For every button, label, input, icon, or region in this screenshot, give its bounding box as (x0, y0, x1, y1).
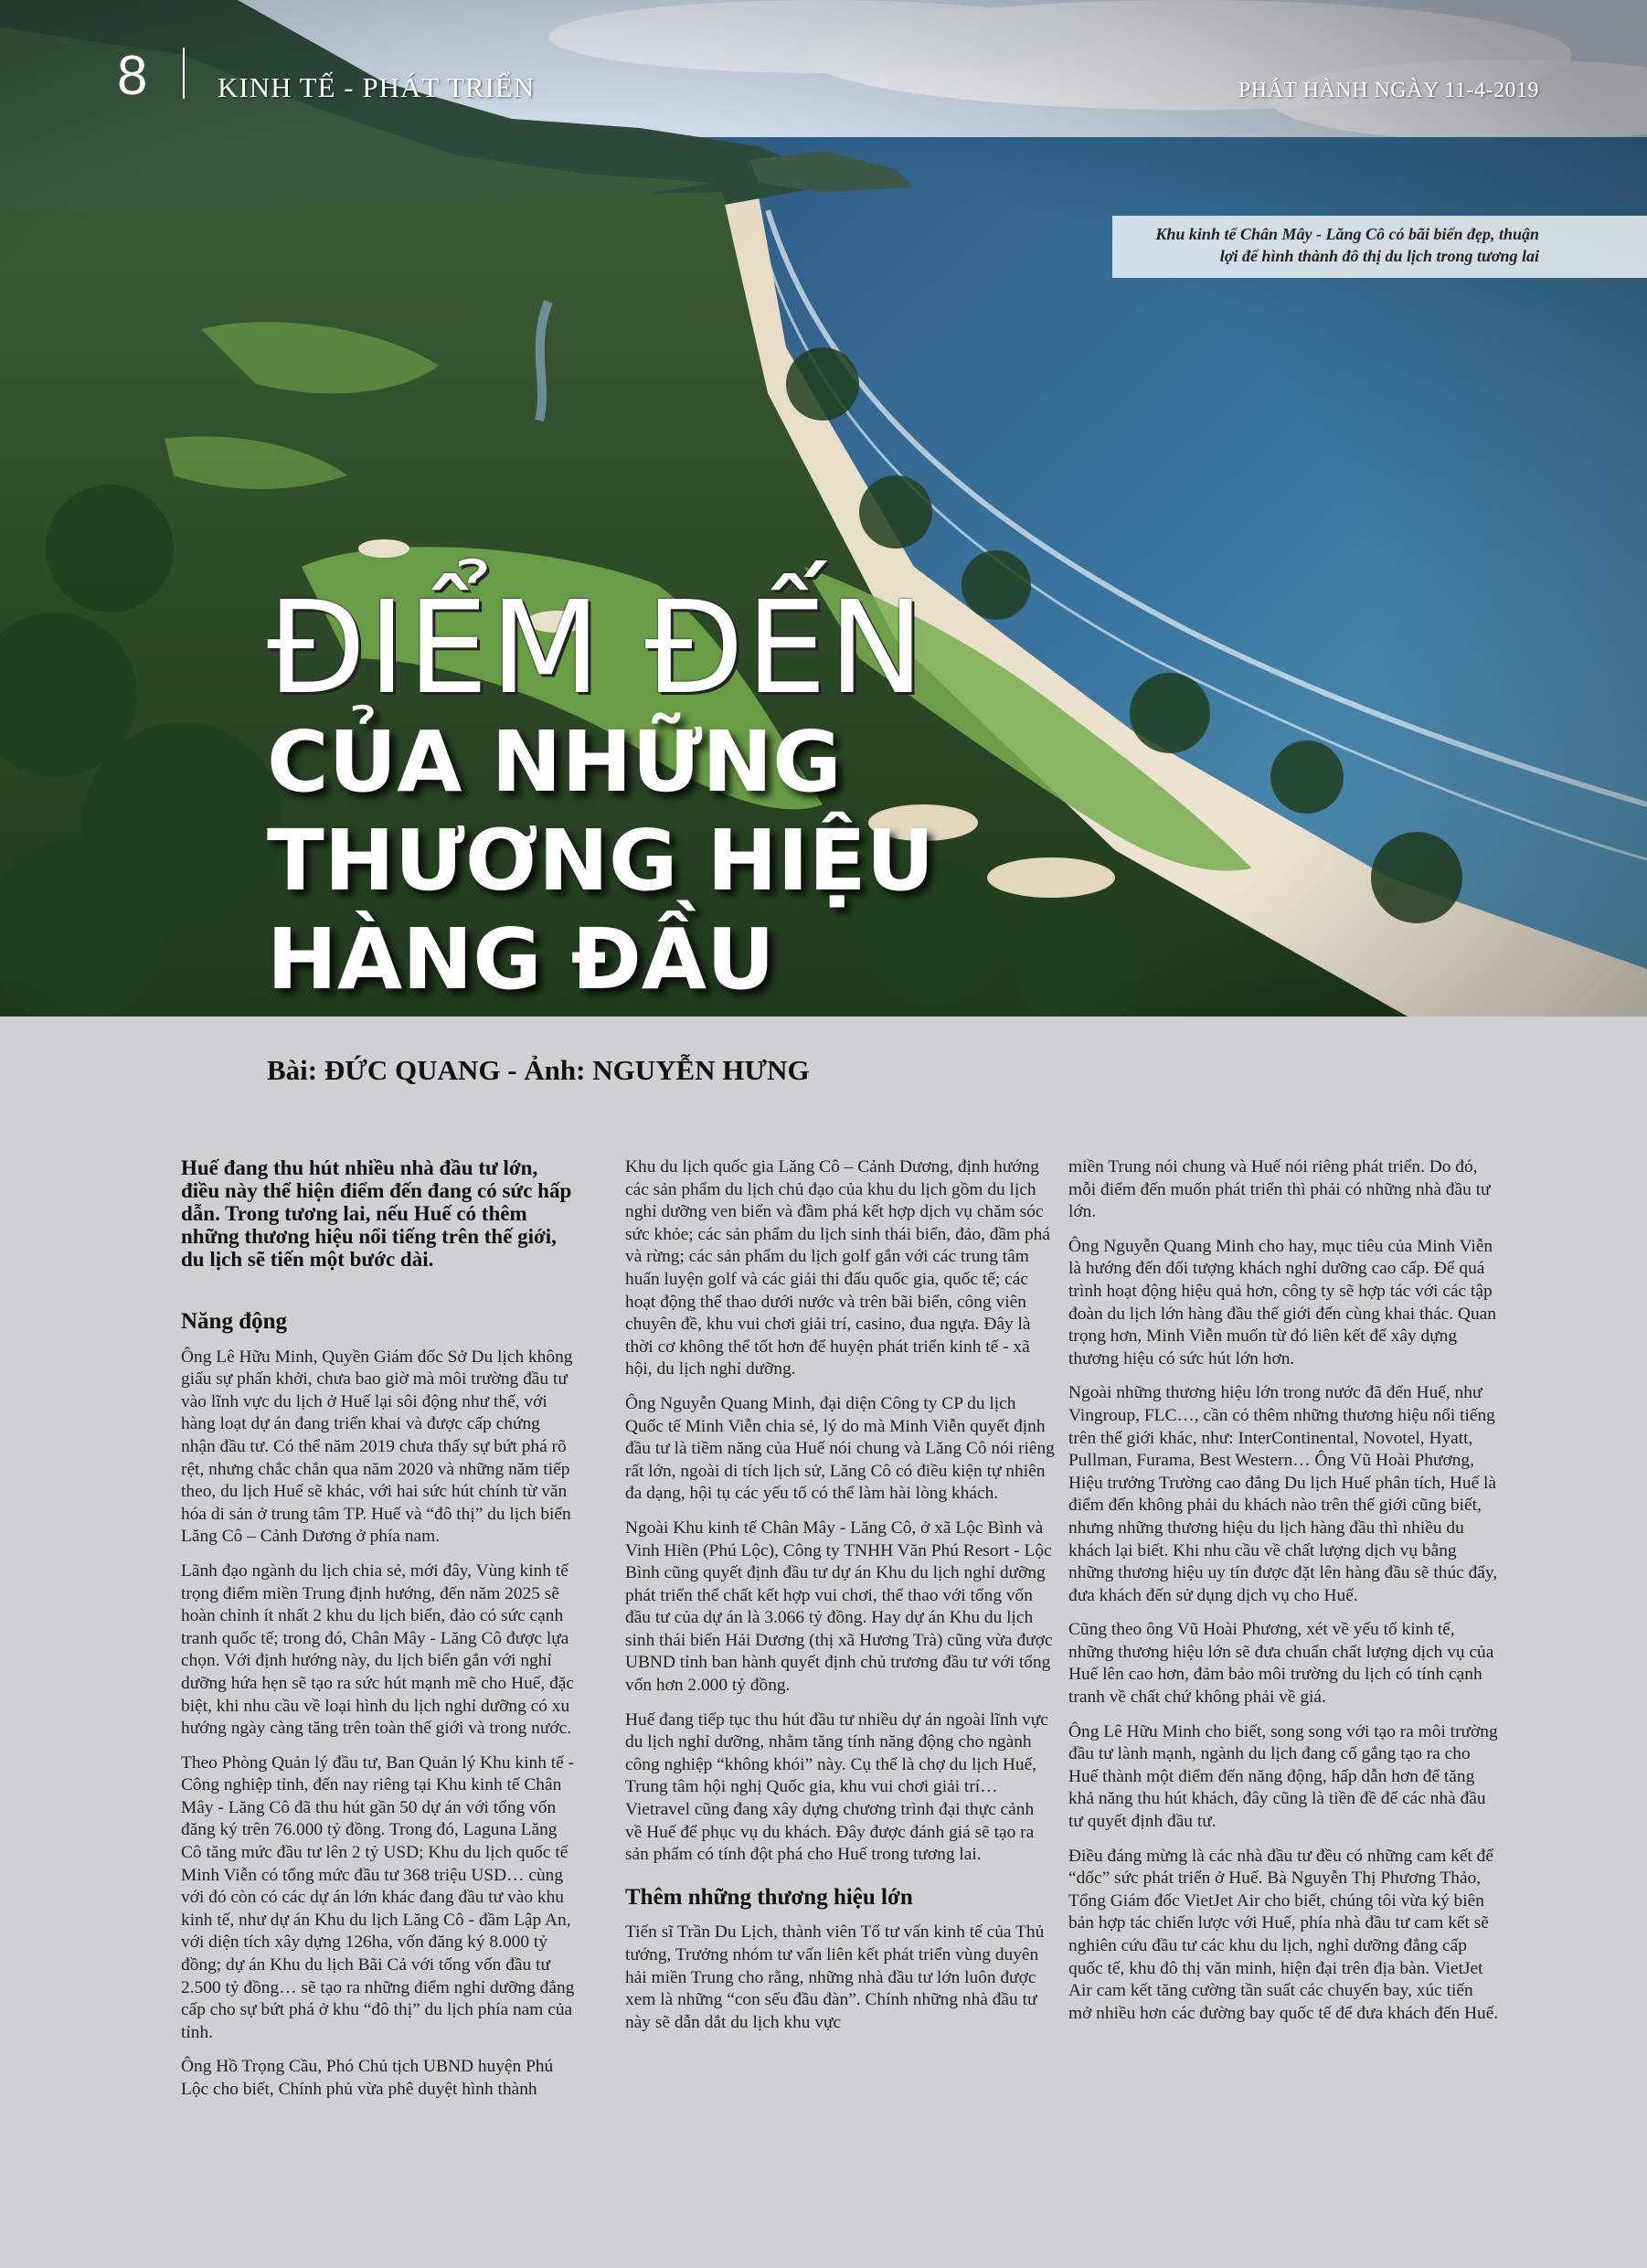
headline-line-2: CỦA NHỮNG (267, 713, 842, 811)
article-column-3 (1068, 1156, 1499, 2037)
subhead-nang-dong: Năng động (181, 1309, 288, 1334)
paragraph: Theo Phòng Quản lý đầu tư, Ban Quản lý Khu kinh tế - Công nghiệp tỉnh, đến nay riêng tại Khu kinh tế Chân Mây - Lăng Cô đã thu hút gần 50 dự án với tổng vốn đăng ký trên 76.000 tỷ đồng. Trong đó, Laguna Lăng Cô tăng mức đầu tư lên 2 tỷ USD; Khu du lịch quốc tế Minh Viễn có tổng mức đầu tư 368 triệu USD… cùng với đó còn có các dự án lớn khác đang đầu tư vào khu kinh tế, như dự án Khu du lịch Lăng Cô - đầm Lập An, với diện tích xây dựng 126ha, vốn đăng ký 8.000 tỷ đồng; dự án Khu du lịch Bãi Cả với tổng vốn đầu tư 2.500 tỷ đồng… sẽ tạo ra những điểm nghỉ dưỡng đẳng cấp cho sự bứt phá ở khu “đô thị” du lịch phía nam của tỉnh. (181, 1752, 575, 2042)
subhead-them-thuong-hieu: Thêm những thương hiệu lớn (625, 1884, 913, 1910)
photo-caption-line-1: Khu kinh tế Chân Mây - Lăng Cô có bãi biển đẹp, thuận (1155, 225, 1539, 243)
headline-line-4: HÀNG ĐẦU (267, 910, 775, 1008)
headline-line-1: ĐIỂM ĐẾN (267, 574, 927, 723)
paragraph: Ông Hồ Trọng Cầu, Phó Chủ tịch UBND huyện Phú Lộc cho biết, Chính phủ vừa phê duyệt hình thành (181, 2057, 554, 2099)
headline-line-3: THƯƠNG HIỆU (267, 812, 935, 910)
paragraph: Ông Nguyễn Quang Minh, đại diện Công ty CP du lịch Quốc tế Minh Viễn chia sẻ, lý do mà Minh Viễn quyết định đầu tư là tiềm năng của Huế nói chung và Lăng Cô nói riêng rất lớn, ngoài di tích lịch sử, Lăng Cô có điều kiện tự nhiên đa dạng, hội tụ các yếu tố có thể làm hài lòng khách. (625, 1393, 1055, 1504)
paragraph: Ông Lê Hữu Minh, Quyền Giám đốc Sở Du lịch không giấu sự phấn khởi, chưa bao giờ mà môi trường đầu tư vào lĩnh vực du lịch ở Huế lại sôi động như thế, với hàng loạt dự án đang triển khai và được cấp chứng nhận đầu tư. Có thể năm 2019 chưa thấy sự bứt phá rõ rệt, nhưng chắc chắn qua năm 2020 và những năm tiếp theo, du lịch Huế sẽ khác, với hai sức hút chính từ văn hóa di sản ở trung tâm TP. Huế và “đô thị” du lịch biển Lăng Cô – Cảnh Dương ở phía nam. (181, 1347, 573, 1547)
paragraph: miền Trung nói chung và Huế nói riêng phát triển. Do đó, mỗi điểm đến muốn phát triển thì phải có những nhà đầu tư lớn. (1068, 1157, 1491, 1222)
paragraph: Điều đáng mừng là các nhà đầu tư đều có những cam kết để “dốc” sức phát triển ở Huế. Bà Nguyễn Thị Phương Thảo, Tổng Giám đốc VietJet Air cho biết, chúng tôi vừa ký biên bản hợp tác chiến lược với Huế, phía nhà đầu tư cam kết sẽ nghiên cứu đầu tư các khu du lịch, nghỉ dưỡng đẳng cấp quốc tế, khu đô thị văn minh, hiện đại trên địa bàn. VietJet Air cam kết tăng cường tần suất các chuyến bay, xúc tiến mở nhiều hơn các đường bay quốc tế để đưa khách đến Huế. (1068, 1846, 1499, 2023)
headline (267, 574, 935, 1009)
paragraph: Tiến sĩ Trần Du Lịch, thành viên Tổ tư vấn kinh tế của Thủ tướng, Trưởng nhóm tư vấn liên kết phát triển vùng duyên hải miền Trung cho rằng, những nhà đầu tư lớn luôn được xem là những “con sếu đầu đàn”. Chính những nhà đầu tư này sẽ dẫn dắt du lịch khu vực (625, 1922, 1045, 2032)
article-column-2 (625, 1156, 1055, 2046)
article-column-1 (181, 1156, 576, 2114)
paragraph: Ông Lê Hữu Minh cho biết, song song với tạo ra môi trường đầu tư lành mạnh, ngành du lịch đang cố gắng tạo ra cho Huế thành một điểm đến năng động, hấp dẫn hơn để tăng khả năng thu hút khách, đây cũng là tiền đề để các nhà đầu tư quyết định đầu tư. (1068, 1721, 1498, 1832)
photo-caption-line-2: lợi để hình thành đô thị du lịch trong tương lai (1219, 247, 1539, 265)
paragraph: Huế đang tiếp tục thu hút đầu tư nhiều dự án ngoài lĩnh vực du lịch nghỉ dưỡng, nhằm tăng tính năng động cho ngành công nghiệp “không khói” này. Cụ thể là chợ du lịch Huế, Trung tâm hội nghị Quốc gia, khu vui chơi giải trí… Vietravel cũng đang xây dựng chương trình đại thực cảnh về Huế để phục vụ du khách. Đây được đánh giá sẽ tạo ra sản phẩm có tính đột phá cho Huế trong tương lai. (625, 1709, 1048, 1865)
page-number: 8 (117, 45, 149, 106)
paragraph: Ông Nguyễn Quang Minh cho hay, mục tiêu của Minh Viễn là hướng đến đối tượng khách nghỉ dưỡng cao cấp. Để quá trình hoạt động hiệu quả hơn, công ty sẽ hợp tác với các tập đoàn du lịch lớn hàng đầu thế giới đến cùng khai thác. Quan trọng hơn, Minh Viễn muốn từ đó liên kết để xây dựng thương hiệu có sức hút lớn hơn. (1068, 1236, 1496, 1368)
section-label: KINH TẾ - PHÁT TRIỂN (218, 71, 536, 103)
paragraph: Cũng theo ông Vũ Hoài Phương, xét về yếu tố kinh tế, những thương hiệu lớn sẽ đưa chuẩn chất lượng dịch vụ của Huế lên cao hơn, đảm bảo môi trường du lịch có tính cạnh tranh về chất chứ không phải về giá. (1068, 1620, 1494, 1708)
header-divider (183, 48, 185, 99)
paragraph: Khu du lịch quốc gia Lăng Cô – Cảnh Dương, định hướng các sản phẩm du lịch chủ đạo của khu du lịch gồm du lịch nghỉ dưỡng ven biển và đầm phá kết hợp dịch vụ chăm sóc sức khỏe; các sản phẩm du lịch sinh thái biển, đảo, đầm phá và rừng; các sản phẩm du lịch golf gắn với các trung tâm huấn luyện golf và các giải thi đấu quốc gia, quốc tế; các hoạt động thể thao dưới nước và trên bãi biển, công viên chuyên đề, khu vui chơi giải trí, casino, đua ngựa. Đây là thời cơ không thể tốt hơn để huyện phát triển kinh tế - xã hội, du lịch nghỉ dưỡng. (625, 1157, 1050, 1379)
article-lead: Huế đang thu hút nhiều nhà đầu tư lớn, điều này thể hiện điểm đến đang có sức hấp dẫn. Trong tương lai, nếu Huế có thêm những thương hiệu nổi tiếng trên thế giới, du lịch sẽ tiến một bước dài. (181, 1156, 572, 1271)
issue-date: PHÁT HÀNH NGÀY 11-4-2019 (1238, 79, 1539, 102)
paragraph: Ngoài Khu kinh tế Chân Mây - Lăng Cô, ở xã Lộc Bình và Vinh Hiền (Phú Lộc), Công ty TNHH Văn Phú Resort - Lộc Bình cũng quyết định đầu tư dự án Khu du lịch nghỉ dưỡng phát triển thể chất kết hợp vui chơi, thể thao với tổng vốn đầu tư của dự án là 3.066 tỷ đồng. Hay dự án Khu du lịch sinh thái biển Hải Dương (thị xã Hương Trà) cũng vừa được UBND tỉnh ban hành quyết định chủ trương đầu tư với tổng vốn hơn 2.000 tỷ đồng. (625, 1517, 1053, 1696)
byline: Bài: ĐỨC QUANG - Ảnh: NGUYỄN HƯNG (267, 1054, 810, 1086)
paragraph: Ngoài những thương hiệu lớn trong nước đã đến Huế, như Vingroup, FLC…, cần có thêm những thương hiệu nổi tiếng trên thế giới khác, như: InterContinental, Novotel, Hyatt, Pullman, Furama, Best Western… Ông Vũ Hoài Phương, Hiệu trưởng Trường cao đẳng Du lịch Huế phân tích, Huế là điểm đến không phải du khách nào trên thế giới cũng biết, nhưng những thương hiệu du lịch hàng đầu thì nhiều du khách lại biết. Khi nhu cầu về chất lượng dịch vụ bằng những thương hiệu uy tín được đặt lên hàng đầu sẽ thúc đẩy, đưa khách đến sử dụng dịch vụ cho Huế. (1068, 1383, 1498, 1605)
hero-photo (0, 0, 1647, 1017)
paragraph: Lãnh đạo ngành du lịch chia sẻ, mới đây, Vùng kinh tế trọng điểm miền Trung định hướng, đến năm 2025 sẽ hoàn chỉnh ít nhất 2 khu du lịch biển, đảo có sức cạnh tranh quốc tế; trong đó, Chân Mây - Lăng Cô được lựa chọn. Với định hướng này, du lịch biển gắn với nghỉ dưỡng hứa hẹn sẽ tạo ra sức hút mạnh mẽ cho Huế, đặc biệt, khi nhu cầu về loại hình du lịch nghỉ dưỡng có xu hướng ngày càng tăng trên toàn thế giới và trong nước. (181, 1560, 575, 1739)
